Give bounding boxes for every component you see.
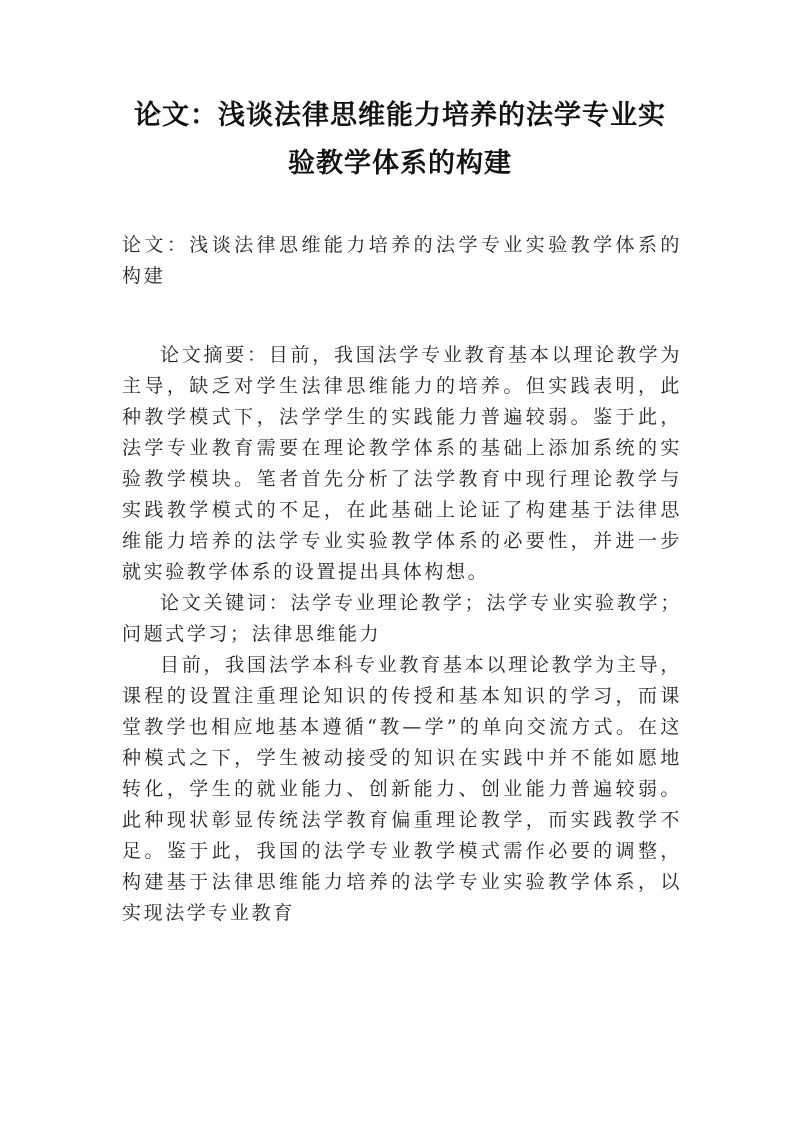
title-line-1: 论文：浅谈法律思维能力培养的法学专业实 <box>134 100 666 131</box>
document-subtitle: 论文：浅谈法律思维能力培养的法学专业实验教学体系的构建 <box>122 234 682 287</box>
body-paragraph: 目前，我国法学本科专业教育基本以理论教学为主导，课程的设置注重理论知识的传授和基本知识的学习，而课堂教学也相应地基本遵循“教—学”的单向交流方式。在这种模式之下，学生被动接受的知识在实践中并不能如愿地转化，学生的就业能力、创新能力、创业能力普遍较弱。此种现状彰显传统法学教育偏重理论教学，而实践教学不足。鉴于此，我国的法学专业教学模式需作必要的调整，构建基于法律思维能力培养的法学专业实验教学体系，以实现法学专业教育 <box>122 654 682 924</box>
title-line-2: 验教学体系的构建 <box>288 148 512 179</box>
document-title <box>100 92 700 188</box>
keywords-paragraph: 论文关键词：法学专业理论教学；法学专业实验教学；问题式学习；法律思维能力 <box>122 592 682 645</box>
abstract-paragraph: 论文摘要：目前，我国法学专业教育基本以理论教学为主导，缺乏对学生法律思维能力的培养。但实践表明，此种教学模式下，法学学生的实践能力普遍较弱。鉴于此，法学专业教育需要在理论教学体系的基础上添加系统的实验教学模块。笔者首先分析了法学教育中现行理论教学与实践教学模式的不足，在此基础上论证了构建基于法律思维能力培养的法学专业实验教学体系的必要性，并进一步就实验教学体系的设置提出具体构想。 <box>122 344 682 583</box>
document-body <box>122 340 682 929</box>
